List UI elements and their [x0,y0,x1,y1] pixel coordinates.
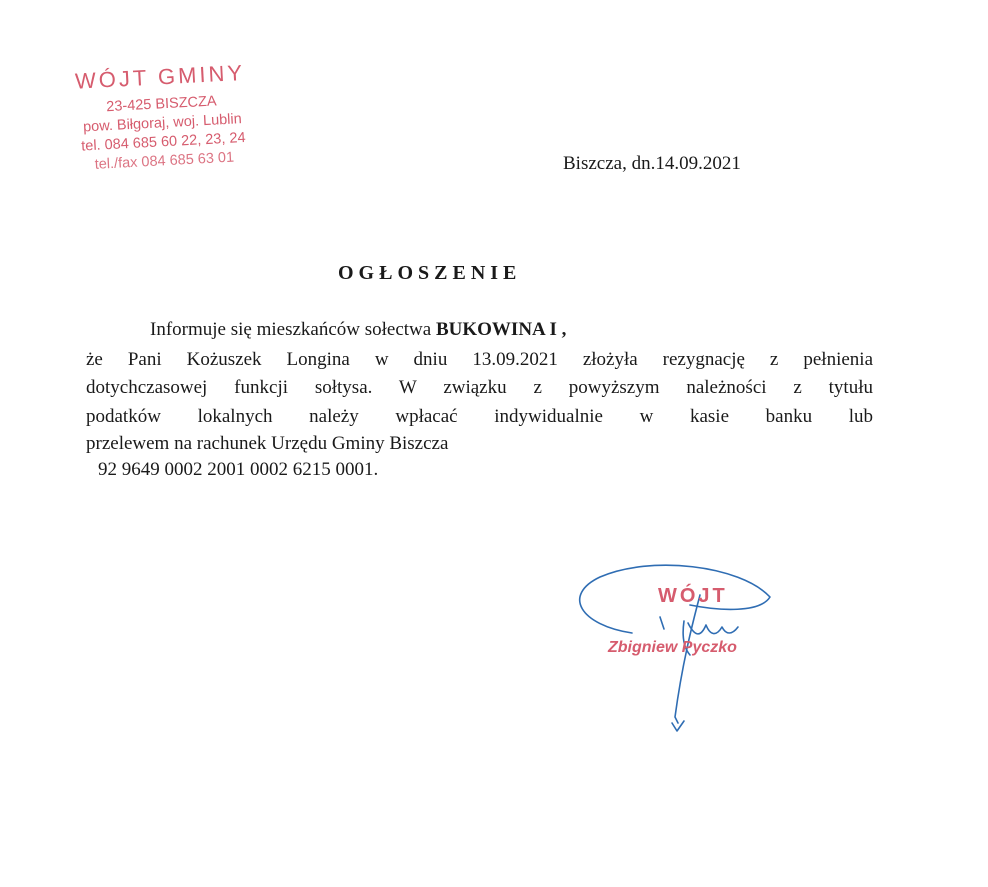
body-line-1-text: Informuje się mieszkańców sołectwa [150,319,436,340]
village-name: BUKOWINA I , [435,319,567,340]
office-stamp [52,59,273,182]
signature-block [560,555,820,745]
stamp-region-line: pow. Biłgoraj, woj. Lublin [82,111,243,136]
body-line-3: dotychczasowej funkcji sołtysa. W związku z powyższym należności z tytułu [86,377,873,398]
stamp-fax-line: tel./fax 084 685 63 01 [94,149,235,173]
body-line-5: przelewem na rachunek Urzędu Gminy Biszcza [86,433,449,454]
document-date: Biszcza, dn.14.09.2021 [563,153,741,174]
stamp-title: WÓJT GMINY [74,59,246,94]
body-line-2: że Pani Kożuszek Longina w dniu 13.09.2021 złożyła rezygnację z pełnienia [86,349,873,370]
signature-stamp-title: WÓJT [658,585,728,607]
stamp-phone-line: tel. 084 685 60 22, 23, 24 [80,129,246,155]
document-heading: OGŁOSZENIE [338,262,522,284]
body-line-1 [150,320,566,341]
stamp-postal-line: 23-425 BISZCZA [105,93,217,116]
bank-account-number: 92 9649 0002 2001 0002 6215 0001. [98,459,379,480]
body-line-4: podatków lokalnych należy wpłacać indywidualnie w kasie banku lub [86,406,873,427]
signature-stamp-name: Zbigniew Pyczko [608,639,737,656]
